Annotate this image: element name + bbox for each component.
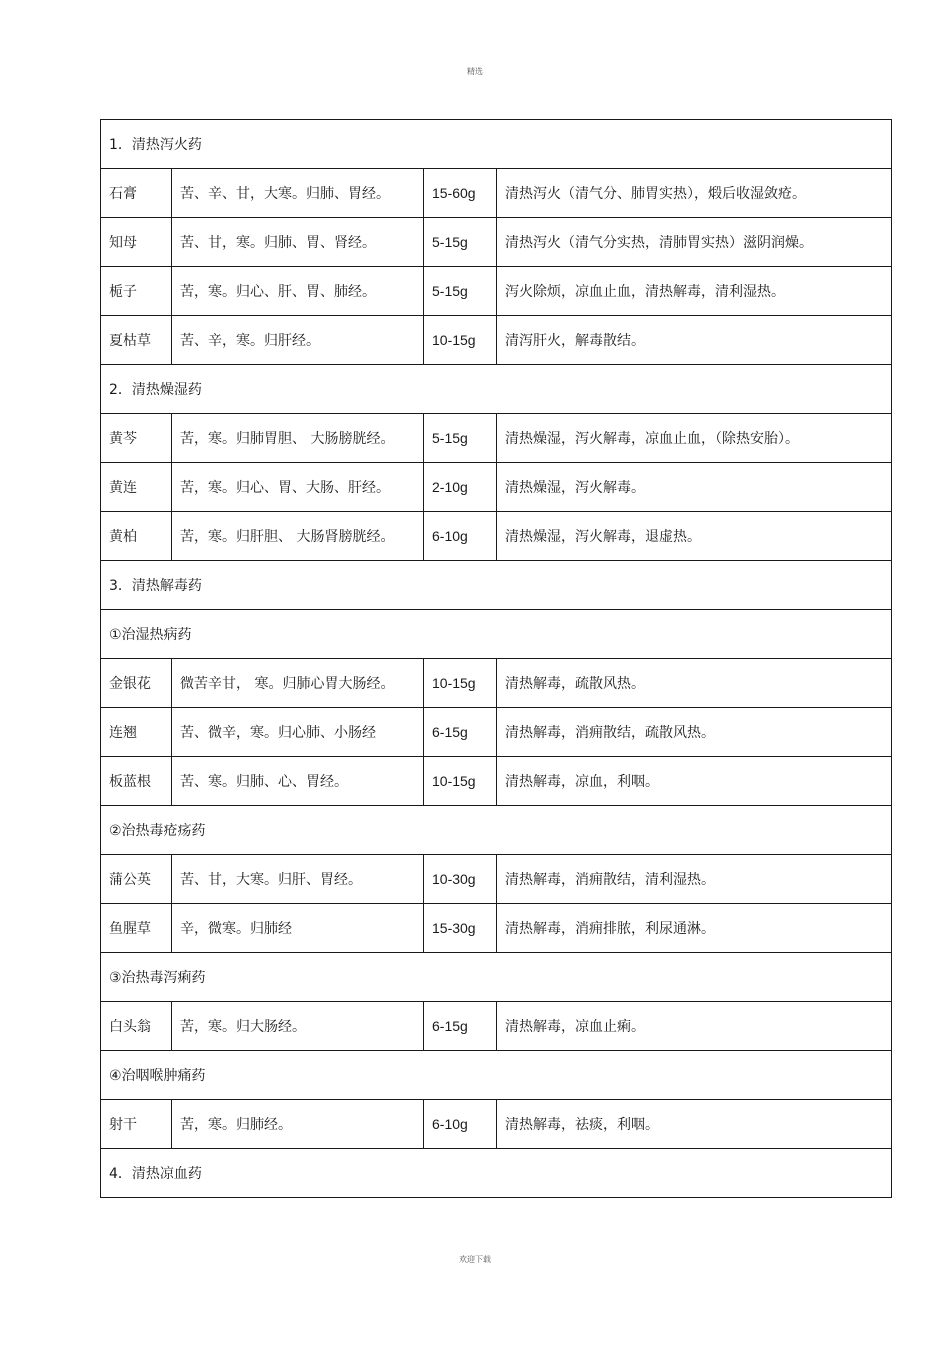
herb-row bbox=[101, 414, 892, 463]
herb-name-cell: 夏枯草 bbox=[101, 316, 172, 365]
herb-row bbox=[101, 757, 892, 806]
section-row bbox=[101, 120, 892, 169]
section-heading: ②治热毒疮疡药 bbox=[101, 806, 892, 855]
herb-nature-cell: 苦、寒。归肺、心、胃经。 bbox=[172, 757, 424, 806]
section-heading: 2．清热燥湿药 bbox=[101, 365, 892, 414]
herb-dose-cell: 10-15g bbox=[424, 316, 497, 365]
herb-name-cell: 鱼腥草 bbox=[101, 904, 172, 953]
herb-nature-cell: 苦，寒。归心、胃、大肠、肝经。 bbox=[172, 463, 424, 512]
herb-dose-cell: 6-10g bbox=[424, 1100, 497, 1149]
herb-name-cell: 栀子 bbox=[101, 267, 172, 316]
section-row bbox=[101, 806, 892, 855]
herb-nature-cell: 苦，寒。归肺胃胆、 大肠膀胱经。 bbox=[172, 414, 424, 463]
herb-row bbox=[101, 169, 892, 218]
herb-name-cell: 石膏 bbox=[101, 169, 172, 218]
herb-nature-cell: 苦、辛、甘，大寒。归肺、胃经。 bbox=[172, 169, 424, 218]
herb-dose-cell: 5-15g bbox=[424, 267, 497, 316]
herb-name-cell: 白头翁 bbox=[101, 1002, 172, 1051]
herb-nature-cell: 苦，寒。归大肠经。 bbox=[172, 1002, 424, 1051]
herb-nature-cell: 微苦辛甘， 寒。归肺心胃大肠经。 bbox=[172, 659, 424, 708]
herb-row bbox=[101, 1100, 892, 1149]
herb-row bbox=[101, 512, 892, 561]
herb-row bbox=[101, 659, 892, 708]
herb-name-cell: 连翘 bbox=[101, 708, 172, 757]
herb-row bbox=[101, 463, 892, 512]
section-row bbox=[101, 953, 892, 1002]
herb-row bbox=[101, 855, 892, 904]
herb-dose-cell: 5-15g bbox=[424, 218, 497, 267]
section-row bbox=[101, 610, 892, 659]
herb-table bbox=[100, 119, 892, 1198]
herb-row bbox=[101, 316, 892, 365]
herb-effect-cell: 清热解毒，祛痰，利咽。 bbox=[497, 1100, 892, 1149]
herb-nature-cell: 苦，寒。归肺经。 bbox=[172, 1100, 424, 1149]
herb-row bbox=[101, 1002, 892, 1051]
herb-row bbox=[101, 904, 892, 953]
herb-dose-cell: 15-30g bbox=[424, 904, 497, 953]
herb-nature-cell: 苦，寒。归肝胆、 大肠肾膀胱经。 bbox=[172, 512, 424, 561]
herb-effect-cell: 清热解毒，凉血，利咽。 bbox=[497, 757, 892, 806]
herb-nature-cell: 苦、辛，寒。归肝经。 bbox=[172, 316, 424, 365]
herb-dose-cell: 10-15g bbox=[424, 757, 497, 806]
herb-table-body bbox=[101, 120, 892, 1198]
section-heading: 4．清热凉血药 bbox=[101, 1149, 892, 1198]
herb-row bbox=[101, 708, 892, 757]
section-row bbox=[101, 365, 892, 414]
herb-name-cell: 板蓝根 bbox=[101, 757, 172, 806]
herb-name-cell: 黄芩 bbox=[101, 414, 172, 463]
herb-name-cell: 知母 bbox=[101, 218, 172, 267]
section-heading: ①治湿热病药 bbox=[101, 610, 892, 659]
herb-dose-cell: 5-15g bbox=[424, 414, 497, 463]
herb-effect-cell: 清热解毒，消痈散结，清利湿热。 bbox=[497, 855, 892, 904]
header-watermark: 精选 bbox=[467, 67, 483, 76]
section-row bbox=[101, 1051, 892, 1100]
section-heading: ④治咽喉肿痛药 bbox=[101, 1051, 892, 1100]
section-heading: ③治热毒泻痢药 bbox=[101, 953, 892, 1002]
section-heading: 3．清热解毒药 bbox=[101, 561, 892, 610]
herb-effect-cell: 清热燥湿，泻火解毒，凉血止血，（除热安胎）。 bbox=[497, 414, 892, 463]
section-row bbox=[101, 561, 892, 610]
herb-row bbox=[101, 218, 892, 267]
section-row bbox=[101, 1149, 892, 1198]
herb-effect-cell: 清热燥湿，泻火解毒，退虚热。 bbox=[497, 512, 892, 561]
herb-name-cell: 金银花 bbox=[101, 659, 172, 708]
herb-name-cell: 黄柏 bbox=[101, 512, 172, 561]
section-heading: 1．清热泻火药 bbox=[101, 120, 892, 169]
herb-effect-cell: 清热泻火（清气分、肺胃实热），煅后收湿敛疮。 bbox=[497, 169, 892, 218]
herb-dose-cell: 6-10g bbox=[424, 512, 497, 561]
herb-nature-cell: 苦、甘，寒。归肺、胃、肾经。 bbox=[172, 218, 424, 267]
footer-watermark: 欢迎下载 bbox=[459, 1255, 491, 1264]
herb-dose-cell: 2-10g bbox=[424, 463, 497, 512]
herb-dose-cell: 6-15g bbox=[424, 708, 497, 757]
herb-effect-cell: 清热泻火（清气分实热，清肺胃实热）滋阴润燥。 bbox=[497, 218, 892, 267]
herb-nature-cell: 苦、微辛，寒。归心肺、小肠经 bbox=[172, 708, 424, 757]
herb-nature-cell: 辛，微寒。归肺经 bbox=[172, 904, 424, 953]
herb-effect-cell: 泻火除烦，凉血止血，清热解毒，清利湿热。 bbox=[497, 267, 892, 316]
herb-effect-cell: 清热解毒，凉血止痢。 bbox=[497, 1002, 892, 1051]
herb-effect-cell: 清热解毒，消痈散结，疏散风热。 bbox=[497, 708, 892, 757]
herb-dose-cell: 10-15g bbox=[424, 659, 497, 708]
herb-effect-cell: 清热燥湿，泻火解毒。 bbox=[497, 463, 892, 512]
herb-effect-cell: 清热解毒，消痈排脓，利尿通淋。 bbox=[497, 904, 892, 953]
herb-dose-cell: 10-30g bbox=[424, 855, 497, 904]
herb-effect-cell: 清泻肝火，解毒散结。 bbox=[497, 316, 892, 365]
herb-nature-cell: 苦，寒。归心、肝、胃、肺经。 bbox=[172, 267, 424, 316]
herb-row bbox=[101, 267, 892, 316]
herb-nature-cell: 苦、甘，大寒。归肝、胃经。 bbox=[172, 855, 424, 904]
herb-name-cell: 蒲公英 bbox=[101, 855, 172, 904]
herb-dose-cell: 6-15g bbox=[424, 1002, 497, 1051]
herb-effect-cell: 清热解毒，疏散风热。 bbox=[497, 659, 892, 708]
herb-name-cell: 黄连 bbox=[101, 463, 172, 512]
herb-name-cell: 射干 bbox=[101, 1100, 172, 1149]
herb-dose-cell: 15-60g bbox=[424, 169, 497, 218]
